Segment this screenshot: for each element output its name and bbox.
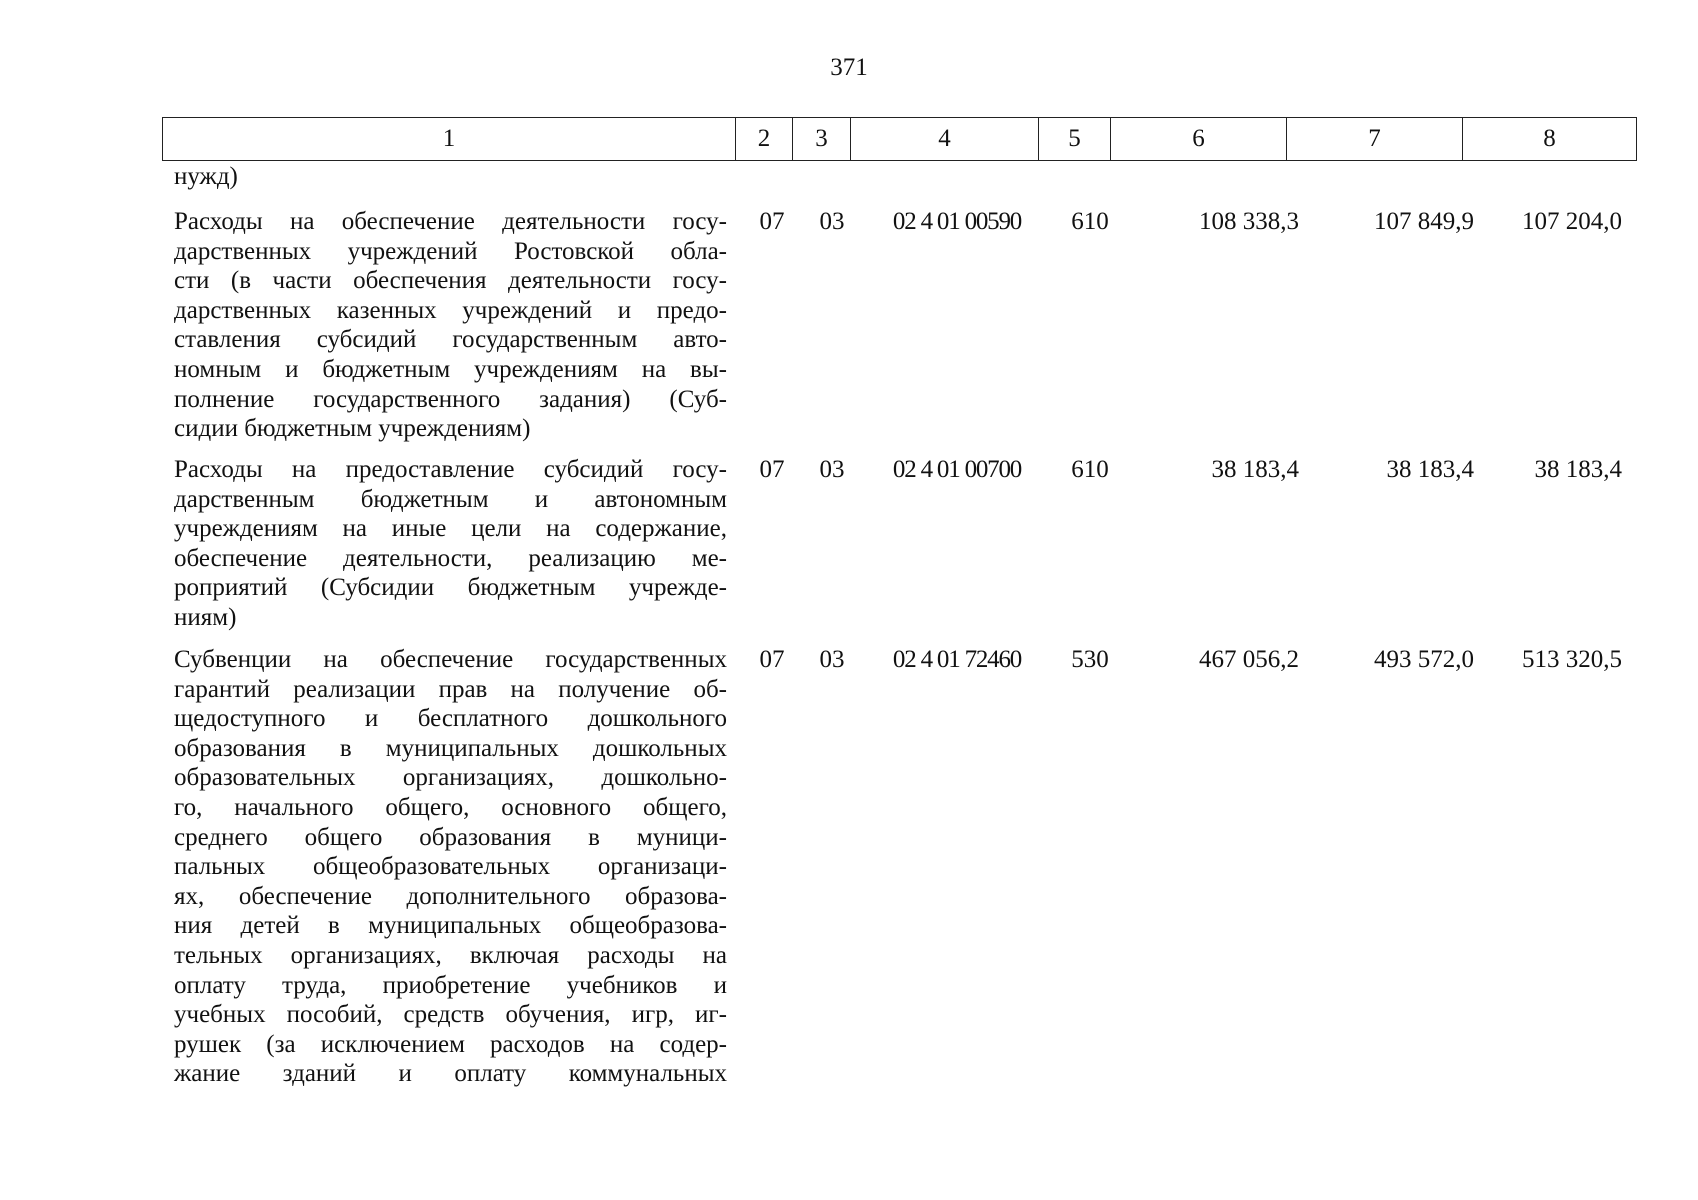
description-line: дарственных учреждений Ростовской обла-	[174, 237, 727, 265]
description-line: Субвенции на обеспечение государственных	[174, 646, 727, 673]
expense-type-code: 610	[1071, 456, 1109, 483]
description-line: дарственным бюджетным и автономным	[174, 485, 727, 513]
section-code: 07	[759, 646, 785, 673]
description-line: образовательных организациях, дошкольно-	[174, 764, 727, 792]
description-line: го, начального общего, основного общего,	[174, 793, 727, 821]
subsection-code: 03	[819, 456, 845, 483]
description-line: роприятий (Субсидии бюджетным учрежде-	[174, 574, 727, 602]
page-number: 371	[830, 54, 868, 81]
section-code: 07	[759, 456, 785, 483]
description-line: Расходы на обеспечение деятельности госу-	[174, 208, 727, 235]
description-line: жание зданий и оплату коммунальных	[174, 1060, 727, 1088]
target-article-code: 02 4 01 00700	[892, 456, 1022, 483]
target-article-code: 02 4 01 00590	[892, 208, 1022, 235]
continuation-line: нужд)	[174, 163, 238, 190]
description-line: сидии бюджетным учреждениям)	[174, 415, 531, 443]
description-line: ставления субсидий государственным авто-	[174, 326, 727, 354]
description-line: ния детей в муниципальных общеобразова-	[174, 912, 727, 940]
amount-col-6: 38 183,4	[1211, 456, 1299, 483]
row-description	[174, 207, 727, 444]
description-line: щедоступного и бесплатного дошкольного	[174, 705, 727, 733]
description-line: среднего общего образования в муници-	[174, 823, 727, 851]
amount-col-6: 467 056,2	[1199, 646, 1299, 673]
amount-col-7: 493 572,0	[1374, 646, 1474, 673]
amount-col-8: 107 204,0	[1522, 208, 1622, 235]
description-line: полнение государственного задания) (Суб-	[174, 385, 727, 413]
description-line: обеспечение деятельности, реализацию ме-	[174, 544, 727, 572]
subsection-code: 03	[819, 208, 845, 235]
expense-type-code: 610	[1071, 208, 1109, 235]
description-line: сти (в части обеспечения деятельности госу-	[174, 267, 727, 295]
continuation-text	[174, 162, 727, 192]
column-header-6: 6	[1111, 118, 1287, 161]
description-line: номным и бюджетным учреждениям на вы-	[174, 355, 727, 383]
table-row	[162, 207, 1636, 447]
column-header-4: 4	[851, 118, 1039, 161]
column-header-3: 3	[793, 118, 851, 161]
subsection-code: 03	[819, 646, 845, 673]
description-line: гарантий реализации прав на получение об-	[174, 675, 727, 703]
amount-col-8: 513 320,5	[1522, 646, 1622, 673]
column-header-table	[162, 117, 1637, 161]
table-row	[162, 455, 1636, 635]
target-article-code: 02 4 01 72460	[892, 646, 1022, 673]
description-line: рушек (за исключением расходов на содер-	[174, 1030, 727, 1058]
amount-col-6: 108 338,3	[1199, 208, 1299, 235]
expense-type-code: 530	[1071, 646, 1109, 673]
description-line: учреждениям на иные цели на содержание,	[174, 515, 727, 543]
column-header-row	[163, 118, 1637, 161]
section-code: 07	[759, 208, 785, 235]
description-line: учебных пособий, средств обучения, игр, иг-	[174, 1001, 727, 1029]
column-header-8: 8	[1463, 118, 1637, 161]
column-header-2: 2	[736, 118, 793, 161]
description-line: образования в муниципальных дошкольных	[174, 734, 727, 762]
amount-col-7: 107 849,9	[1374, 208, 1474, 235]
description-line: ях, обеспечение дополнительного образова-	[174, 882, 727, 910]
table-row	[162, 645, 1636, 1095]
row-description	[174, 455, 727, 633]
row-description	[174, 645, 727, 1089]
amount-col-8: 38 183,4	[1534, 456, 1622, 483]
description-line: оплату труда, приобретение учебников и	[174, 971, 727, 999]
description-line: Расходы на предоставление субсидий госу-	[174, 456, 727, 483]
description-line: тельных организациях, включая расходы на	[174, 941, 727, 969]
column-header-5: 5	[1039, 118, 1111, 161]
amount-col-7: 38 183,4	[1386, 456, 1474, 483]
column-header-7: 7	[1287, 118, 1463, 161]
description-line: ниям)	[174, 603, 237, 631]
description-line: пальных общеобразовательных организаци-	[174, 853, 727, 881]
column-header-1: 1	[163, 118, 736, 161]
description-line: дарственных казенных учреждений и предо-	[174, 296, 727, 324]
